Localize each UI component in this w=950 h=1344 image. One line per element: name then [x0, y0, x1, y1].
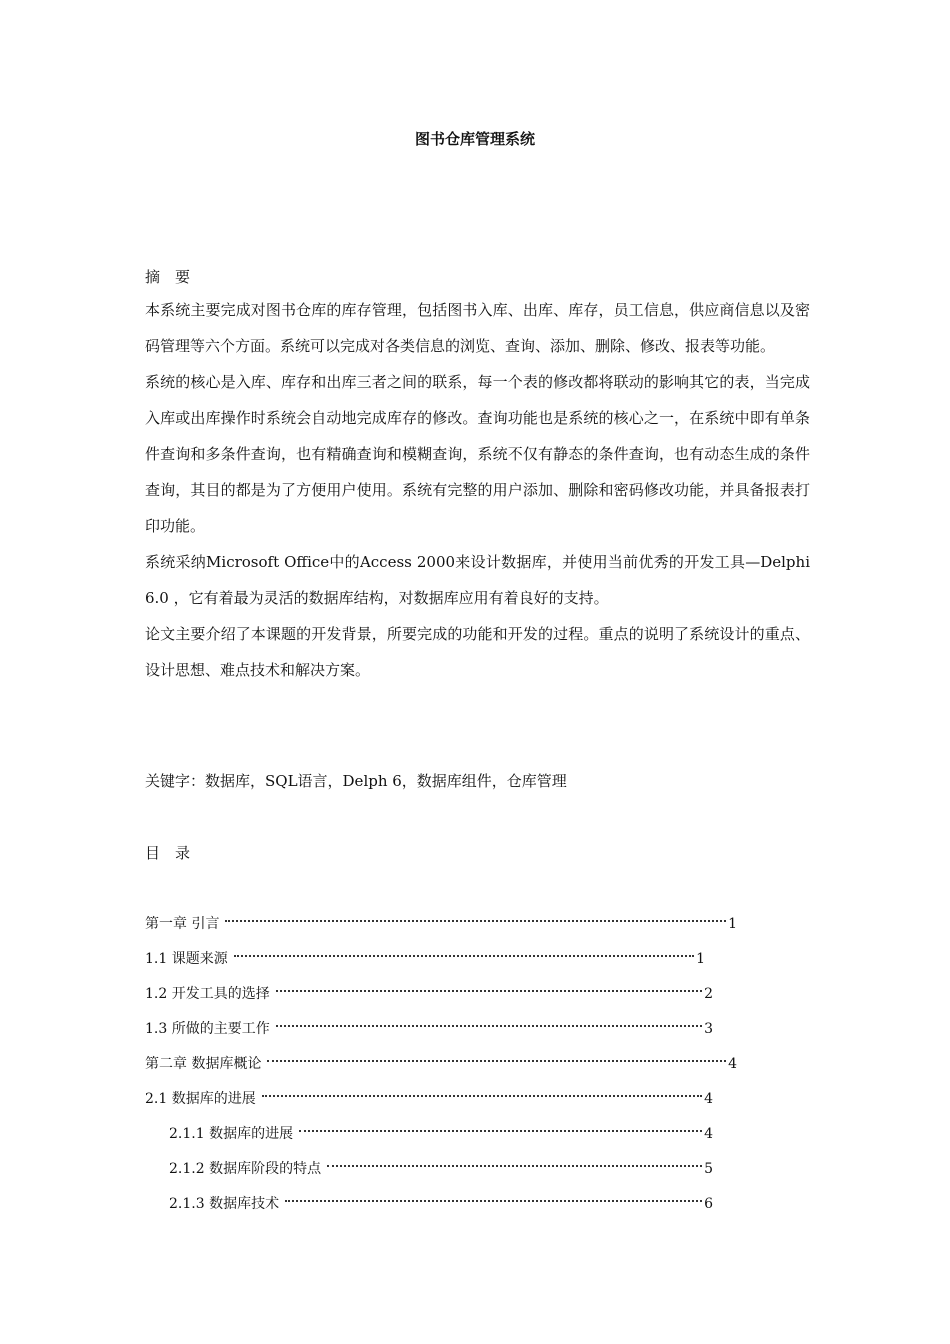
toc-entry[interactable]	[169, 1153, 713, 1177]
toc-entry-page: 4	[704, 1126, 713, 1142]
toc-entry[interactable]	[145, 943, 705, 967]
toc-entry[interactable]	[145, 908, 737, 932]
toc-leader	[267, 1042, 726, 1062]
keywords-line: 关键字：数据库，SQL语言，Delph 6，数据库组件，仓库管理	[145, 772, 567, 790]
toc-entry[interactable]	[145, 978, 713, 1002]
toc-leader	[225, 902, 726, 922]
toc-entry-page: 3	[704, 1021, 713, 1037]
toc-entry-label: 2.1.3 数据库技术	[169, 1196, 280, 1212]
toc-entry-label: 第二章 数据库概论	[145, 1056, 262, 1072]
toc-leader	[276, 972, 702, 992]
document-title: 图书仓库管理系统	[414, 130, 535, 148]
abstract-heading: 摘 要	[145, 268, 191, 286]
toc-leader	[285, 1182, 702, 1202]
toc-entry-label: 1.3 所做的主要工作	[145, 1021, 270, 1037]
toc-entry-page: 4	[728, 1056, 737, 1072]
toc-leader	[299, 1112, 702, 1132]
toc-entry[interactable]	[169, 1188, 713, 1212]
toc-leader	[276, 1007, 702, 1027]
toc-entry-label: 2.1.1 数据库的进展	[169, 1126, 294, 1142]
toc-entry-label: 1.2 开发工具的选择	[145, 986, 270, 1002]
toc-entry-label: 2.1.2 数据库阶段的特点	[169, 1161, 322, 1177]
toc-leader	[234, 937, 694, 957]
toc-entry[interactable]	[169, 1118, 713, 1142]
toc-leader	[327, 1147, 702, 1167]
abstract-body	[145, 292, 810, 688]
toc-entry[interactable]	[145, 1083, 713, 1107]
toc-entry-page: 5	[704, 1161, 713, 1177]
toc-leader	[262, 1077, 702, 1097]
toc-entry-page: 2	[704, 986, 713, 1002]
abstract-paragraph: 系统采纳Microsoft Office中的Access 2000来设计数据库，并使用当前优秀的开发工具—Delphi 6.0 ，它有着最为灵活的数据库结构，对数据库应用有着良好的支持。	[145, 553, 810, 607]
abstract-paragraph: 本系统主要完成对图书仓库的库存管理，包括图书入库、出库、库存，员工信息，供应商信息以及密码管理等六个方面。系统可以完成对各类信息的浏览、查询、添加、删除、修改、报表等功能。	[145, 301, 810, 355]
toc-entry[interactable]	[145, 1013, 713, 1037]
toc-entry-label: 2.1 数据库的进展	[145, 1091, 256, 1107]
toc-entry-label: 1.1 课题来源	[145, 951, 228, 967]
toc-entry-page: 6	[704, 1196, 713, 1212]
toc-heading: 目 录	[145, 844, 191, 862]
toc-entry-page: 1	[696, 951, 705, 967]
toc-entry-page: 1	[728, 916, 737, 932]
abstract-paragraph: 系统的核心是入库、库存和出库三者之间的联系，每一个表的修改都将联动的影响其它的表，当完成入库或出库操作时系统会自动地完成库存的修改。查询功能也是系统的核心之一，在系统中即有单条件查询和多条件查询，也有精确查询和模糊查询，系统不仅有静态的条件查询，也有动态生成的条件查询，其目的都是为了方便用户使用。系统有完整的用户添加、删除和密码修改功能，并具备报表打印功能。	[145, 373, 810, 535]
toc-entry-label: 第一章 引言	[145, 916, 220, 932]
toc-entry[interactable]	[145, 1048, 737, 1072]
abstract-paragraph: 论文主要介绍了本课题的开发背景，所要完成的功能和开发的过程。重点的说明了系统设计的重点、设计思想、难点技术和解决方案。	[145, 625, 810, 679]
toc-entry-page: 4	[704, 1091, 713, 1107]
